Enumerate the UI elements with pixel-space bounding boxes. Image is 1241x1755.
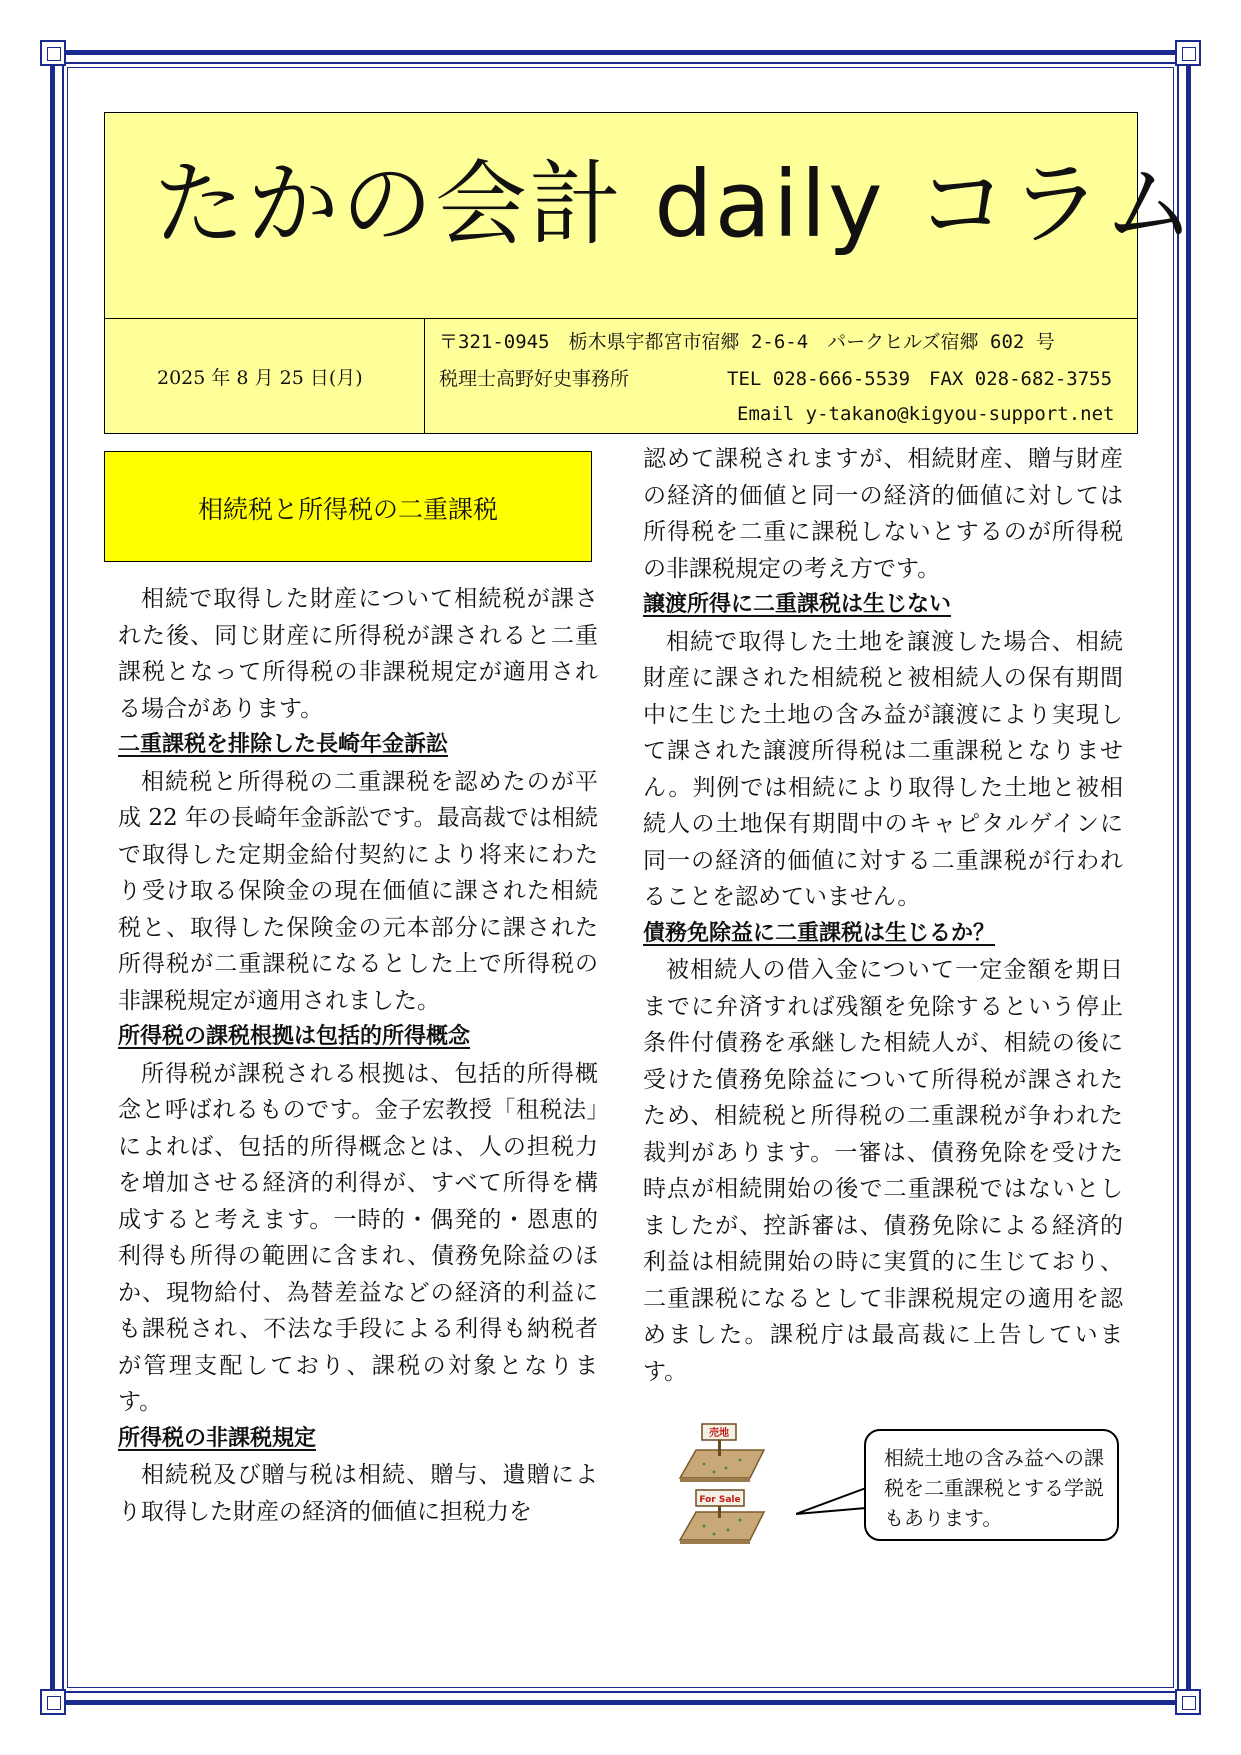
article-headline: 相続税と所得税の二重課税 bbox=[197, 495, 498, 524]
section-heading: 二重課税を排除した長崎年金訴訟 bbox=[118, 732, 449, 757]
section-heading: 債務免除益に二重課税は生じるか？ bbox=[643, 920, 996, 946]
section-body: 相続税と所得税の二重課税を認めたのが平成 22 年の長崎年金訴訟です。最高裁では相続で取得した定期金給付契約により将来にわたり受け取る保険金の現在価値に課された相続税と、取得した保険金の元本部分に課された所得税が二重課税になるとした上で所得税の非課税規定が適用されました。 bbox=[118, 768, 598, 1014]
section-heading: 所得税の非課税規定 bbox=[118, 1425, 317, 1451]
speech-bubble-text: 相続土地の含み益への課税を二重課税とする学説もあります。 bbox=[884, 1446, 1104, 1530]
article-column-left bbox=[118, 581, 598, 1530]
border-corner-ornament bbox=[40, 1689, 66, 1715]
office-email: Email y-takano@kigyou-support.net bbox=[737, 403, 1115, 425]
section-body: 相続税及び贈与税は相続、贈与、遺贈により取得した財産の経済的価値に担税力を bbox=[118, 1462, 598, 1525]
section-body: 所得税が課税される根拠は、包括的所得概念と呼ばれるものです。金子宏教授「租税法」によれば、包括的所得概念とは、人の担税力を増加させる経済的利得が、すべて所得を構成すると考えます。一時的・偶発的・恩恵的利得も所得の範囲に含まれ、債務免除益のほか、現物給付、為替差益などの経済的利益にも課税され、不法な手段による利得も納税者が管理支配しており、課税の対象となります。 bbox=[118, 1060, 599, 1415]
section-body: 被相続人の借入金について一定金額を期日までに弁済すれば残額を免除するという停止条件付債務を承継した相続人が、相続の後に受けた債務免除益について所得税が課されたため、相続税と所得税の二重課税が争われた裁判があります。一審は、債務免除を受けた時点が相続開始の後で二重課税ではないとしましたが、控訴審は、債務免除による経済的利益は相続開始の時に実質的に生じており、二重課税になるとして非課税規定の適用を認めました。課税庁は最高裁に上告しています。 bbox=[643, 957, 1124, 1385]
issue-date: 2025 年 8 月 25 日(月) bbox=[157, 367, 363, 389]
date-cell bbox=[105, 319, 425, 433]
sign-sold-land: 売地 bbox=[709, 1428, 729, 1439]
sign-for-sale: For Sale bbox=[699, 1495, 741, 1505]
office-address: 〒321-0945 栃木県宇都宮市宿郷 2-6-4 パークヒルズ宿郷 602 号 bbox=[439, 331, 1055, 353]
masthead-title-area bbox=[105, 113, 1197, 319]
section-body-continued: 認めて課税されますが、相続財産、贈与財産の経済的価値と同一の経済的価値に対しては所得税を二重に課税しないとするのが所得税の非課税規定の考え方です。 bbox=[643, 446, 1123, 582]
land-for-sale-illustration bbox=[674, 1420, 770, 1550]
office-tel-fax: TEL 028-666-5539 FAX 028-682-3755 bbox=[727, 368, 1113, 390]
speech-bubble-tail bbox=[796, 1484, 868, 1518]
section-body: 相続で取得した土地を譲渡した場合、相続財産に課された相続税と被相続人の保有期間中に生じた土地の含み益が譲渡により実現して課された譲渡所得税は二重課税となりません。判例では相続により取得した土地と被相続人の土地保有期間中のキャピタルゲインに同一の経済的価値に対する二重課税が行われることを認めていません。 bbox=[643, 628, 1123, 910]
article-intro: 相続で取得した財産について相続税が課された後、同じ財産に所得税が課されると二重課税となって所得税の非課税規定が適用される場合があります。 bbox=[118, 586, 598, 722]
border-corner-ornament bbox=[1175, 1689, 1201, 1715]
border-corner-ornament bbox=[1175, 40, 1201, 66]
border-corner-ornament bbox=[40, 40, 66, 66]
office-name: 税理士高野好史事務所 bbox=[439, 368, 630, 390]
masthead-title: たかの会計 daily コラム bbox=[153, 151, 1197, 258]
article-column-right bbox=[643, 441, 1123, 1390]
section-heading: 譲渡所得に二重課税は生じない bbox=[643, 592, 952, 617]
masthead bbox=[104, 112, 1197, 434]
section-heading: 所得税の課税根拠は包括的所得概念 bbox=[118, 1024, 471, 1049]
speech-bubble bbox=[864, 1429, 1119, 1541]
article-headline-box bbox=[104, 451, 592, 562]
